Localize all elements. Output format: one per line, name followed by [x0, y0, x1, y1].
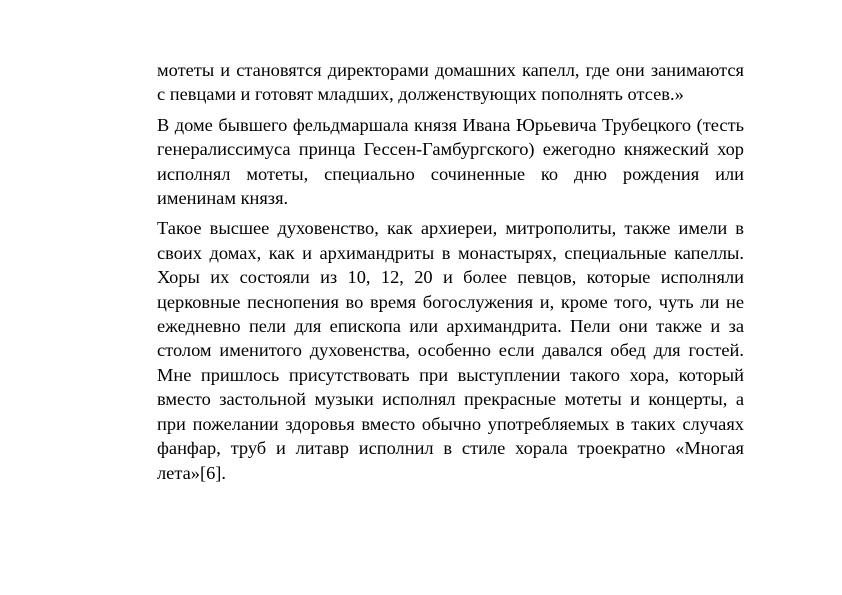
- paragraph-trubetskoy: В доме бывшего фельдмаршала князя Ивана Юрьевича Трубецкого (тесть генералиссимуса принца Гессен-Гамбургского) ежегодно княжеский хор исполнял мотеты, специально сочиненные ко дню рождения или именинам князя.: [157, 114, 744, 209]
- paragraph-clergy-choirs: Такое высшее духовенство, как архиереи, митрополиты, также имели в своих домах, как и архимандриты в монастырях, специальные капеллы. Хоры их состояли из 10, 12, 20 и более певцов, которые исполняли церковные песнопения во время богослужения и, кроме того, чуть ли не ежедневно пели для епископа или архимандрита. Пели они также и за столом именитого духовенства, особенно если давался обед для гостей. Мне пришлось присутствовать при выступлении такого хора, который вместо застольной музыки исполнял прекрасные мотеты и концерты, а при пожелании здоровья вместо обычно употребляемых в таких случаях фанфар, труб и литавр исполнил в стиле хорала троекратно «Многая лета»[6].: [157, 218, 744, 483]
- paragraph-continuation: мотеты и становятся директорами домашних капелл, где они занимаются с певцами и готовят младших, долженствующих пополнять отсев.»: [157, 60, 744, 105]
- document-body: [157, 58, 744, 491]
